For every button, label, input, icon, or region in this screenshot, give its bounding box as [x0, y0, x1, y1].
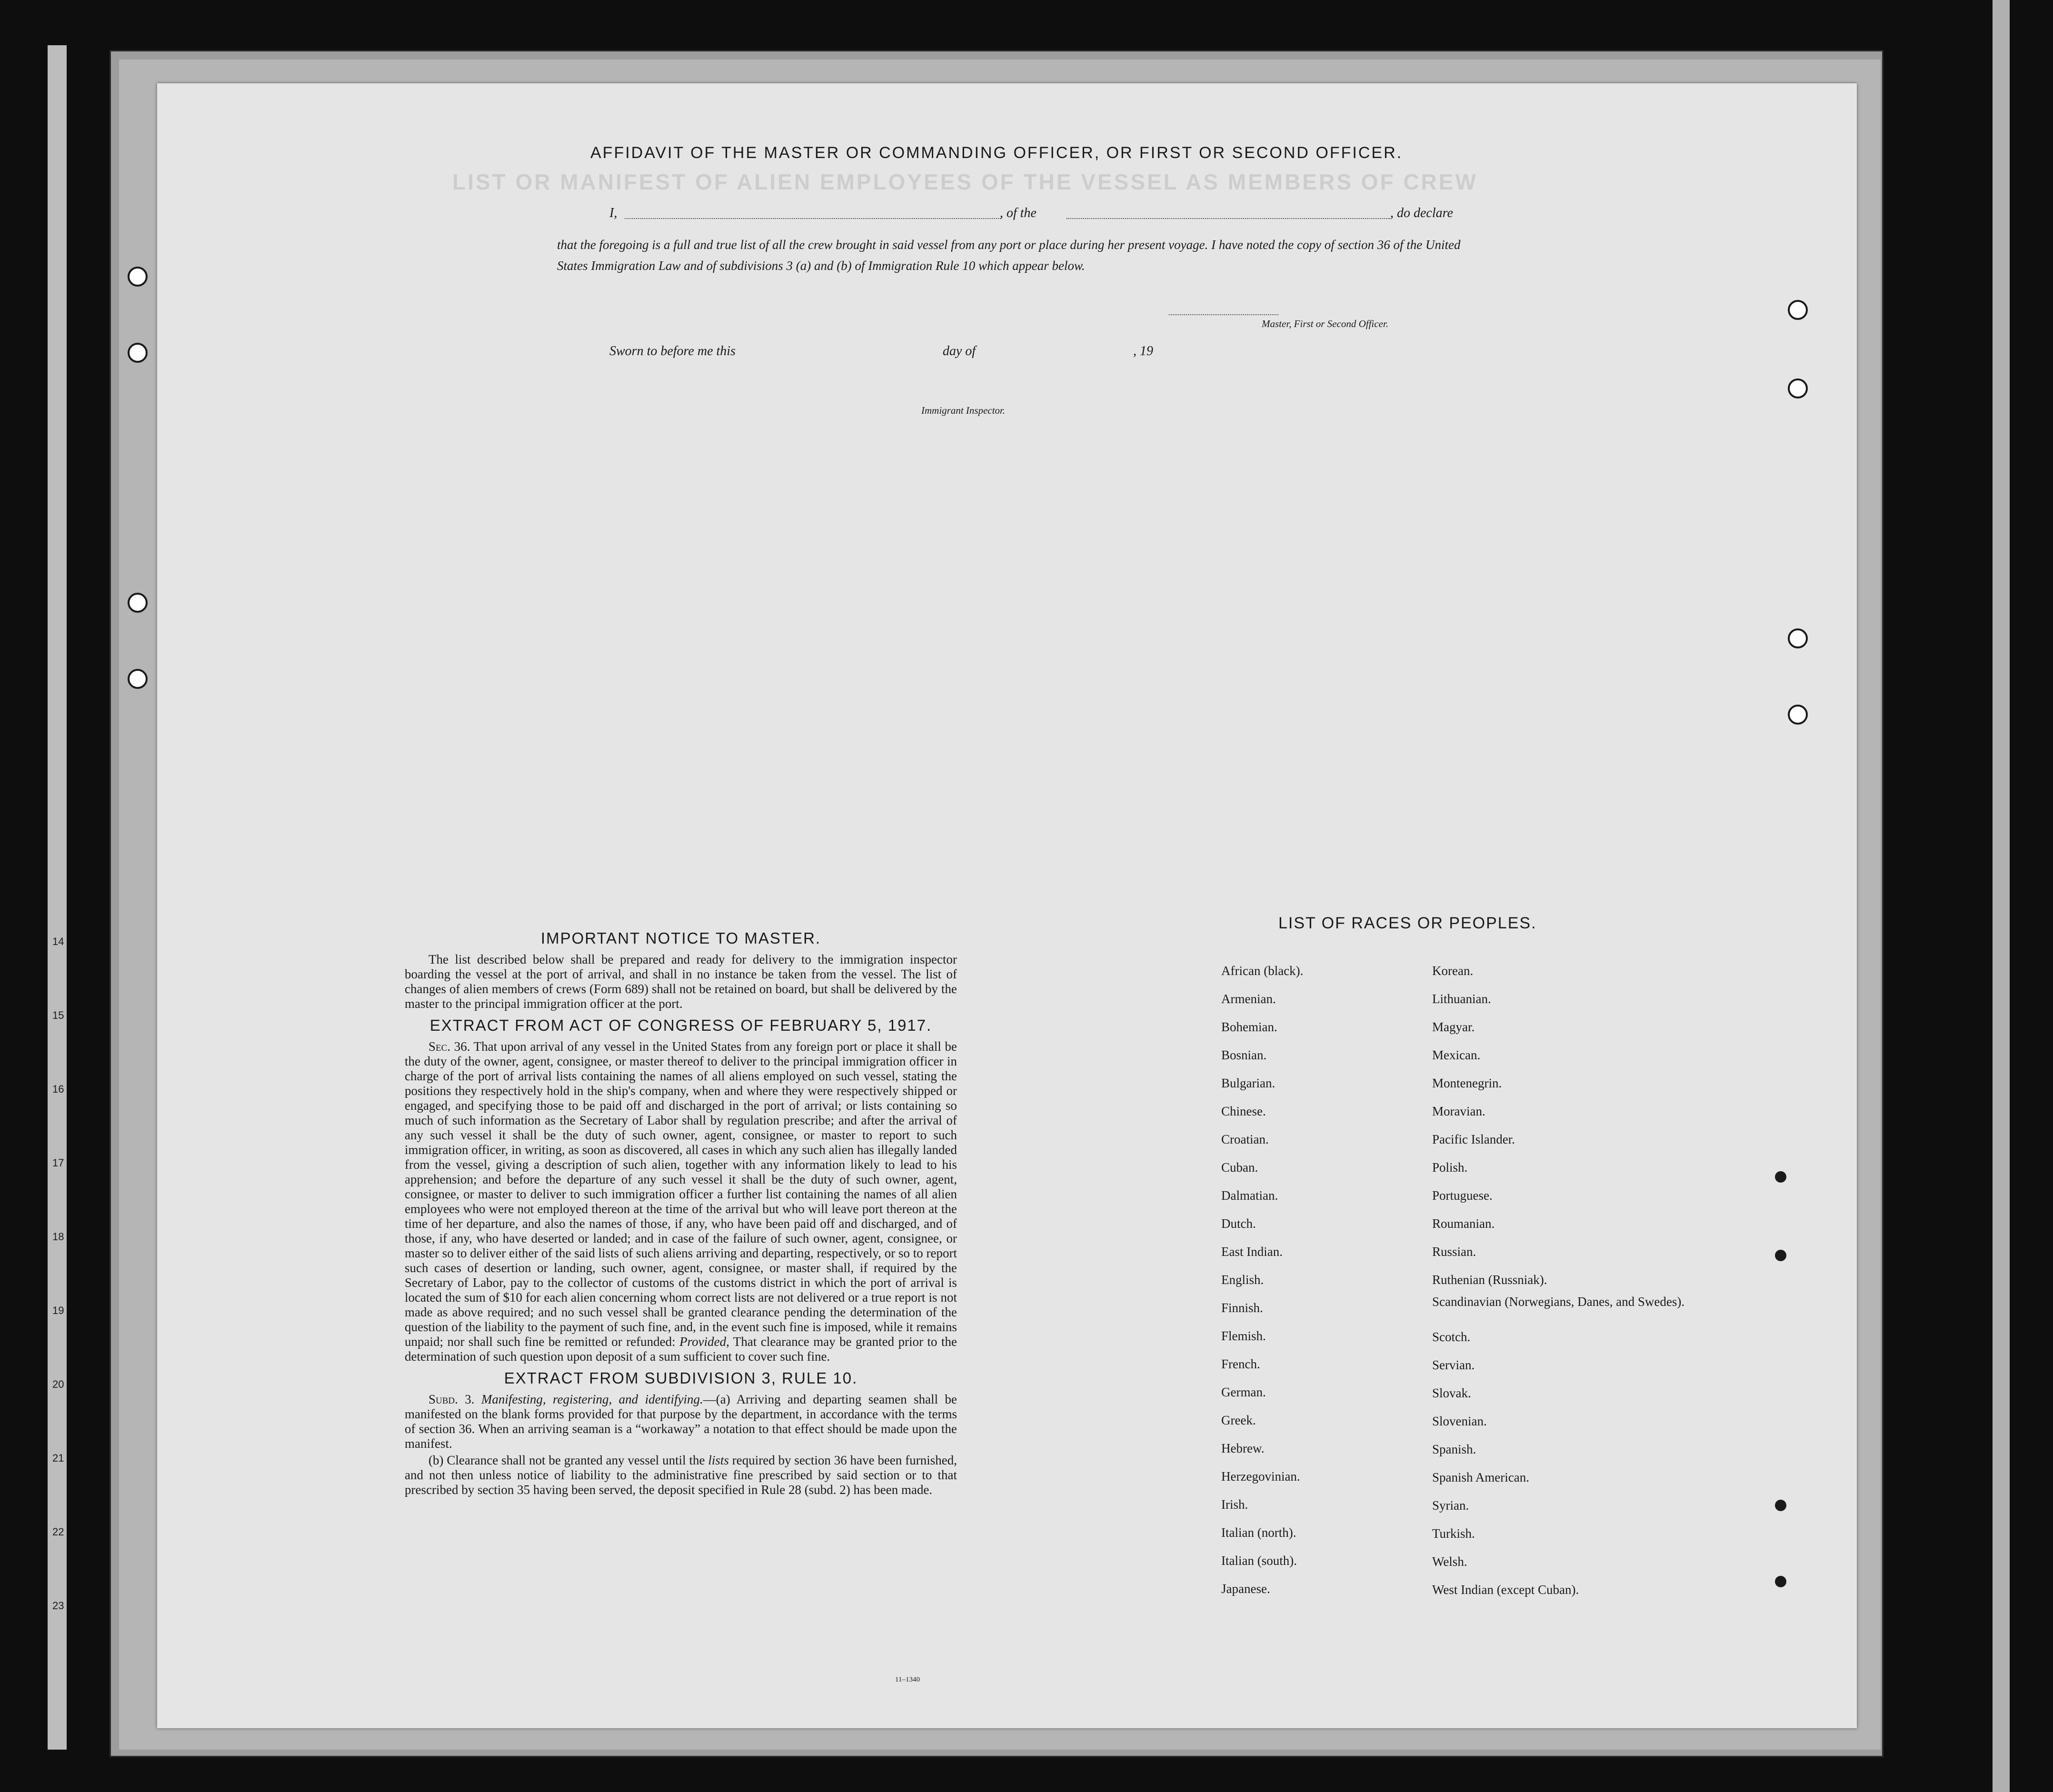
- race-item: Spanish.: [1432, 1442, 1476, 1456]
- affidavit-declare-label: , do declare: [1390, 206, 1453, 220]
- race-item: African (black).: [1221, 964, 1304, 978]
- para-b-start: (b) Clearance shall not be granted any vessel until the: [429, 1453, 705, 1467]
- rule-heading: EXTRACT FROM SUBDIVISION 3, RULE 10.: [504, 1369, 858, 1387]
- bleed-through-text: LIST OR MANIFEST OF ALIEN EMPLOYEES OF THE VESSEL AS MEMBERS OF CREW: [452, 169, 1478, 194]
- binding-hole-icon: [1788, 378, 1808, 398]
- ruler-number: 18: [52, 1231, 64, 1243]
- race-item: Finnish.: [1221, 1301, 1263, 1315]
- race-item: Croatian.: [1221, 1132, 1269, 1146]
- affidavit-i-label: I,: [609, 206, 618, 220]
- ruler-number: 22: [52, 1526, 64, 1538]
- act-text: That upon arrival of any vessel in the United States from any foreign port or place it shall be the duty of the owner, agent, consignee, or master thereof to deliver to the principal immigration officer in charge of the port of arrival lists containing the names of all aliens employed on such vessel, stating the positions they respectively hold in the ship's company, when and where they were respectively shipped or engaged, and specifying those to be paid off and discharged in the port of arrival; or lists containing so much of such information as the Secretary of Labor shall by regulation prescribe; and after the arrival of any such vessel it shall be the duty of such owner, agent, consignee, or master to report to such immigration officer, in writing, as soon as discovered, all cases in which any such alien has illegally landed from the vessel, giving a description of such alien, together with any information likely to lead to his apprehension; and before the departure of any such vessel it shall be the duty of such owner, agent, consignee, or master to deliver to such immigration officer a further list containing the names of all alien employees who were not employed thereon at the time of the arrival but who will leave port thereon at the time of her departure, and also the names of those, if any, who have been paid off and discharged, and of those, if any, who have deserted or landed; and in case of the failure of such owner, agent, consignee, or master so to deliver either of the said lists of such aliens arriving and departing, respectively, or so to report such cases of desertion or landing, such owner, agent, consignee, or master shall, if required by the Secretary of Labor, pay to the collector of customs of the customs district in which the port of arrival is located the sum of $10 for each alien concerning whom correct lists are not delivered or a true report is not made as above required; and no such vessel shall be granted clearance pending the determination of the question of the liability to the payment of such fine, and, in the event such fine is imposed, while it remains unpaid; nor shall such fine be remitted or refunded:: [405, 1039, 957, 1349]
- race-item: Irish.: [1221, 1497, 1248, 1512]
- subdivision-title: Manifesting, registering, and identifying.: [481, 1392, 703, 1406]
- left-edge-strip: [48, 45, 67, 1750]
- race-item: Montenegrin.: [1432, 1076, 1502, 1090]
- binding-hole-icon: [1775, 1171, 1786, 1183]
- ruler-number: 17: [52, 1157, 64, 1169]
- race-item: Flemish.: [1221, 1329, 1266, 1343]
- subdivision-label: Subd. 3.: [429, 1392, 475, 1406]
- race-item: Bosnian.: [1221, 1048, 1267, 1062]
- race-item: Greek.: [1221, 1413, 1256, 1427]
- ruler-number: 20: [52, 1378, 64, 1390]
- affidavit-of-the-label: , of the: [1000, 206, 1036, 220]
- race-item: Polish.: [1432, 1160, 1468, 1175]
- race-item: Korean.: [1432, 964, 1474, 978]
- race-item: Mexican.: [1432, 1048, 1481, 1062]
- binding-hole-icon: [1788, 628, 1808, 648]
- act-heading: EXTRACT FROM ACT OF CONGRESS OF FEBRUARY 5, 1917.: [429, 1016, 932, 1034]
- race-item: Scandinavian (Norwegians, Danes, and Swedes).: [1432, 1294, 1685, 1309]
- race-item: Servian.: [1432, 1358, 1475, 1372]
- ruler-number: 16: [52, 1083, 64, 1095]
- race-item: French.: [1221, 1357, 1260, 1371]
- rule-para-a: [405, 1392, 957, 1451]
- races-heading: LIST OF RACES OR PEOPLES.: [1278, 914, 1537, 932]
- race-item: Hebrew.: [1221, 1441, 1265, 1455]
- para-b-end: required by section 36 have been furnished, and not then unless notice of liability to the administrative fine prescribed by said section or to that prescribed by section 35 having been served, the deposit specified in Rule 28 (subd. 2) has been made.: [405, 1453, 957, 1497]
- race-item: Lithuanian.: [1432, 992, 1491, 1006]
- notice-heading: IMPORTANT NOTICE TO MASTER.: [540, 929, 821, 947]
- year-label: , 19: [1133, 344, 1153, 358]
- binding-hole-icon: [1788, 300, 1808, 320]
- race-item: West Indian (except Cuban).: [1432, 1583, 1579, 1597]
- race-item: Italian (north).: [1221, 1525, 1296, 1540]
- race-item: Magyar.: [1432, 1020, 1475, 1034]
- race-item: Japanese.: [1221, 1582, 1270, 1596]
- act-body: [405, 1039, 957, 1364]
- race-item: East Indian.: [1221, 1244, 1283, 1259]
- day-of-label: day of: [943, 344, 976, 358]
- race-item: German.: [1221, 1385, 1266, 1399]
- binding-hole-icon: [1775, 1250, 1786, 1261]
- race-item: Moravian.: [1432, 1104, 1485, 1118]
- race-item: Chinese.: [1221, 1104, 1266, 1118]
- affidavit-body: that the foregoing is a full and true list of all the crew brought in said vessel from any port or place during her present voyage. I have noted the copy of section 36 of the United States Immigration Law and of subdivisions 3 (a) and (b) of Immigration Rule 10 which appear below.: [557, 238, 1461, 273]
- race-item: Italian (south).: [1221, 1553, 1297, 1568]
- race-item: Bohemian.: [1221, 1020, 1277, 1034]
- binding-hole-icon: [1775, 1500, 1786, 1511]
- race-item: Portuguese.: [1432, 1188, 1493, 1203]
- sworn-label: Sworn to before me this: [609, 344, 736, 358]
- races-left-column: [1221, 957, 1303, 1603]
- race-item: Welsh.: [1432, 1554, 1467, 1569]
- act-text-end: That clearance may be granted prior to the determination of such question upon deposit of a sum sufficient to cover such fine.: [405, 1334, 957, 1364]
- binding-hole-icon: [128, 343, 148, 363]
- ruler-number: 15: [52, 1009, 64, 1021]
- affidavit-heading: AFFIDAVIT OF THE MASTER OR COMMANDING OFFICER, OR FIRST OR SECOND OFFICER.: [590, 144, 1403, 162]
- binding-hole-icon: [128, 593, 148, 613]
- notice-body: The list described below shall be prepared and ready for delivery to the immigration inspector boarding the vessel at the port of arrival, and shall in no instance be taken from the vessel. The list of changes of alien members of crews (Form 689) shall not be retained on board, but shall be delivered by the master to the principal immigration officer at the port.: [405, 952, 957, 1011]
- signature-label: Master, First or Second Officer.: [1262, 318, 1388, 329]
- section-label: Sec. 36.: [429, 1039, 470, 1054]
- race-item: English.: [1221, 1273, 1264, 1287]
- ruler-number: 21: [52, 1452, 64, 1464]
- para-b-lists: lists: [708, 1453, 729, 1467]
- signature-blank-line: [1169, 314, 1278, 315]
- vessel-blank-line: [1066, 218, 1390, 219]
- race-item: Dutch.: [1221, 1216, 1256, 1231]
- race-item: Roumanian.: [1432, 1216, 1495, 1231]
- binding-hole-icon: [128, 669, 148, 689]
- race-item: Turkish.: [1432, 1526, 1475, 1541]
- race-item: Herzegovinian.: [1221, 1469, 1300, 1483]
- ruler-number: 23: [52, 1600, 64, 1612]
- right-edge-strip: [1993, 0, 2010, 1792]
- race-item: Ruthenian (Russniak).: [1432, 1273, 1547, 1287]
- name-blank-line: [625, 218, 1001, 219]
- binding-hole-icon: [128, 267, 148, 287]
- form-code: 11–1340: [895, 1676, 920, 1683]
- race-item: Pacific Islander.: [1432, 1132, 1515, 1146]
- race-item: Syrian.: [1432, 1498, 1469, 1513]
- binding-hole-icon: [1775, 1576, 1786, 1587]
- race-item: Spanish American.: [1432, 1470, 1529, 1484]
- race-item: Cuban.: [1221, 1160, 1258, 1175]
- race-item: Bulgarian.: [1221, 1076, 1276, 1090]
- race-item: Armenian.: [1221, 992, 1276, 1006]
- para-a-text: —(a) Arriving and departing seamen shall be manifested on the blank forms provided for that purpose by the department, in accordance with the terms of section 36. When an arriving seaman is a “workaway” a notation to that effect should be made upon the manifest.: [405, 1392, 957, 1451]
- race-item: Russian.: [1432, 1244, 1476, 1259]
- ruler-number: 14: [52, 936, 64, 947]
- race-item: Dalmatian.: [1221, 1188, 1278, 1203]
- race-item: Slovenian.: [1432, 1414, 1487, 1428]
- notice-column: [405, 931, 957, 1499]
- inspector-label: Immigrant Inspector.: [921, 405, 1006, 416]
- rule-para-b: [405, 1453, 957, 1497]
- provided-word: Provided,: [679, 1334, 729, 1349]
- ruler-number: 19: [52, 1304, 64, 1316]
- races-right-column: [1432, 957, 1684, 1604]
- race-item: Slovak.: [1432, 1386, 1471, 1400]
- binding-hole-icon: [1788, 705, 1808, 725]
- race-item: Scotch.: [1432, 1330, 1471, 1344]
